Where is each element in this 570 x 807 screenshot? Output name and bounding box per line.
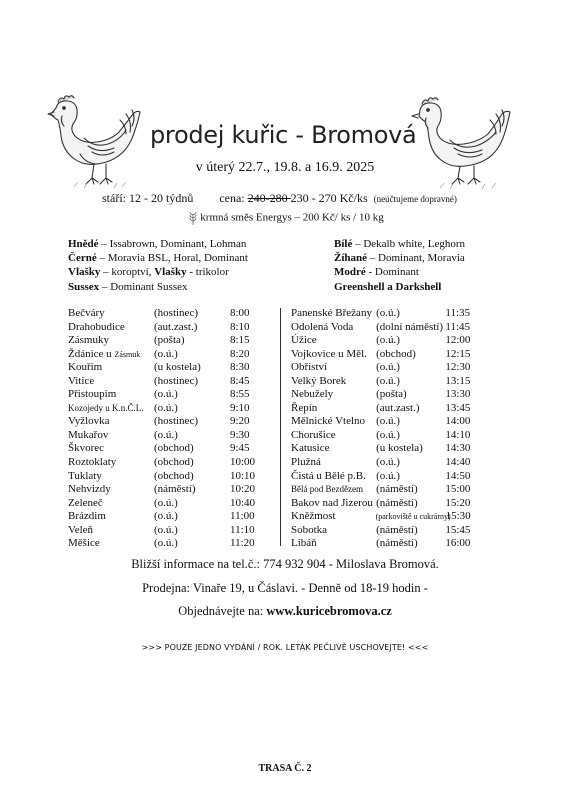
breed-desc: - trikolor [186, 266, 229, 279]
breed-name: Hnědé [68, 238, 99, 250]
stop-spot: (o.ú.) [154, 537, 178, 550]
stop-spot: (o.ú.) [376, 415, 400, 428]
breeds-left-list [68, 237, 248, 294]
breed-line [334, 280, 465, 294]
stop-spot: (pošta) [154, 334, 185, 347]
breed-line [68, 237, 248, 251]
stop-spot: (u kostela) [376, 442, 423, 455]
stop-place-suffix: Zásmuk [114, 349, 141, 359]
stop-time: 10:20 [230, 483, 256, 496]
stop-place [291, 456, 376, 470]
schedule-left-table [68, 307, 286, 551]
stop-place [68, 429, 154, 443]
new-price: 230 - 270 Kč/ks [290, 191, 368, 205]
table-row [68, 321, 286, 335]
stop-place-name: Vojkovice u Měl. [291, 347, 367, 360]
stop-place [68, 470, 154, 484]
stop-place [68, 483, 154, 497]
stop-time: 9:30 [230, 428, 250, 441]
age-price-row [102, 191, 457, 206]
stop-place-name: Nehvizdy [68, 483, 111, 496]
stop-time: 15:00 [445, 483, 471, 496]
table-row [68, 375, 286, 389]
table-row [68, 442, 286, 456]
breed-desc: - Dominant [365, 266, 419, 279]
stop-place [68, 388, 154, 402]
stop-place [291, 307, 376, 321]
stop-place-name: Nebužely [291, 388, 334, 401]
stop-spot: (aut.zast.) [376, 401, 420, 414]
stop-place [291, 375, 376, 389]
stop-place [68, 348, 154, 362]
stop-spot: (o.ú.) [376, 361, 400, 374]
table-row [291, 415, 481, 429]
breed-line [334, 237, 465, 251]
stop-time: 8:30 [230, 361, 250, 374]
stop-spot: (o.ú.) [154, 401, 178, 414]
stop-place [291, 402, 376, 416]
stop-time: 13:30 [445, 388, 471, 401]
table-row [291, 321, 481, 335]
stop-place-name: Obříství [291, 361, 328, 374]
column-divider [280, 308, 281, 546]
table-row [291, 483, 481, 497]
stop-spot: (o.ú.) [154, 347, 178, 360]
order-url[interactable]: www.kuricebromova.cz [266, 604, 392, 618]
table-row [291, 402, 481, 416]
stop-time: 14:30 [445, 442, 471, 455]
stop-spot: (dolní náměstí) [376, 320, 444, 333]
order-label: Objednávejte na: [178, 604, 267, 618]
breed-desc: – Dekalb white, Leghorn [352, 238, 466, 250]
stop-place-name: Kouřim [68, 361, 103, 374]
stop-spot: (obchod) [154, 469, 194, 482]
table-row [291, 442, 481, 456]
stop-place-name: Vitice [68, 374, 95, 387]
stop-place [291, 510, 376, 524]
stop-place [291, 429, 376, 443]
stop-place [68, 361, 154, 375]
stop-place [68, 402, 154, 416]
stop-place-name: Kozojedy u K.n.Č.L. [68, 402, 144, 413]
stop-place [291, 334, 376, 348]
stop-time: 14:50 [445, 469, 471, 482]
stop-spot: (hostinec) [154, 374, 198, 387]
stop-place-name: Úžice [291, 334, 317, 347]
notice-text: >>> POUZE JEDNO VYDÁNÍ / ROK. LETÁK PEČLIVĚ USCHOVEJTE! <<< [141, 643, 429, 652]
stop-spot: (aut.zast.) [154, 320, 198, 333]
table-row [68, 537, 286, 551]
stop-time: 8:00 [230, 307, 250, 319]
breed-line [68, 251, 248, 265]
stop-place-name: Bělá pod Bezdězem [291, 484, 363, 495]
price-note: (neúčtujeme dopravné) [373, 194, 457, 204]
stop-place [291, 348, 376, 362]
stop-spot: (o.ú.) [154, 496, 178, 509]
table-row [291, 510, 481, 524]
stop-spot: (náměstí) [376, 537, 418, 550]
table-row [291, 307, 481, 321]
schedule-right-table [291, 307, 481, 551]
stop-time: 8:20 [230, 347, 250, 360]
breed-desc: – Dominant, Moravia [367, 252, 465, 265]
table-row [291, 497, 481, 511]
stop-time: 11:35 [445, 307, 471, 319]
order-info [0, 604, 570, 619]
breed-desc: – Moravia BSL, Horal, Dominant [96, 252, 248, 265]
stop-spot: (o.ú.) [376, 334, 400, 347]
age-text: stáří: 12 - 20 týdnů [102, 191, 194, 205]
stop-time: 15:20 [445, 496, 471, 509]
stop-time: 9:45 [230, 442, 250, 455]
breed-name: Černé [68, 252, 97, 265]
stop-spot: (o.ú.) [376, 456, 400, 469]
stop-place [291, 470, 376, 484]
stop-place-name: Katusice [291, 442, 330, 455]
stop-place [291, 524, 376, 538]
table-row [291, 375, 481, 389]
table-row [68, 402, 286, 416]
stop-time: 11:10 [230, 523, 255, 536]
stop-place [291, 321, 376, 335]
breed-line [334, 251, 465, 265]
breed-name: Žíhané [334, 252, 368, 265]
stop-place-name: Čistá u Bělé p.B. [291, 469, 366, 482]
stop-time: 8:10 [230, 320, 250, 333]
table-row [291, 348, 481, 362]
stop-time: 12:15 [445, 347, 471, 360]
stop-time: 12:00 [445, 334, 471, 347]
breed-name: Sussex [68, 280, 100, 293]
stop-time: 11:00 [230, 510, 255, 523]
table-row [291, 456, 481, 470]
breed-line [68, 265, 248, 279]
table-row [68, 524, 286, 538]
stop-place [68, 334, 154, 348]
stop-spot: (náměstí) [376, 496, 418, 509]
stop-spot: (náměstí) [376, 483, 418, 496]
title-prefix: prodej kuřic - [150, 121, 312, 149]
stop-spot: (obchod) [154, 456, 194, 469]
table-row [68, 470, 286, 484]
stop-spot: (u kostela) [154, 361, 201, 374]
stop-spot: (o.ú.) [376, 428, 400, 441]
stop-place-name: Zeleneč [68, 496, 103, 509]
table-row [291, 524, 481, 538]
wheat-icon [189, 211, 197, 225]
stop-spot: (o.ú.) [154, 523, 178, 536]
stop-spot: (o.ú.) [154, 428, 178, 441]
stop-time: 14:10 [445, 428, 471, 441]
stop-place-name: Měšice [68, 537, 100, 550]
stop-place [68, 524, 154, 538]
stop-time: 10:40 [230, 496, 256, 509]
stop-time: 8:45 [230, 374, 250, 387]
breed-line [68, 280, 248, 294]
stop-time: 15:45 [445, 523, 471, 536]
stop-place [291, 497, 376, 511]
stop-time: 8:55 [230, 388, 250, 401]
stop-place [68, 537, 154, 551]
stop-place [68, 415, 154, 429]
stop-time: 11:45 [445, 320, 471, 333]
breed-name: Vlašky [68, 266, 101, 279]
stop-place-name: Velký Borek [291, 374, 347, 387]
stop-place-name: Roztoklaty [68, 456, 117, 469]
table-row [68, 510, 286, 524]
table-row [68, 348, 286, 362]
table-row [68, 497, 286, 511]
stop-time: 9:20 [230, 415, 250, 428]
breed-desc: – koroptví, [100, 266, 155, 279]
stop-place [68, 497, 154, 511]
stop-place-name: Řepín [291, 401, 318, 414]
stop-spot: (hostinec) [154, 415, 198, 428]
stop-place [68, 321, 154, 335]
stop-spot: (náměstí) [154, 483, 196, 496]
table-row [68, 388, 286, 402]
stop-place [68, 375, 154, 389]
stop-place [68, 442, 154, 456]
stop-time: 10:10 [230, 469, 256, 482]
feed-text: krmná směs Energys – 200 Kč/ ks / 10 kg [200, 211, 384, 224]
stop-spot: (obchod) [154, 442, 194, 455]
stop-place-name: Kněžmost [291, 510, 336, 523]
stop-place-name: Mukařov [68, 428, 109, 441]
shop-info: Prodejna: Vinaře 19, u Čáslavi. - Denně od 18-19 hodin - [142, 581, 428, 595]
feed-row [0, 211, 570, 225]
stop-place [68, 510, 154, 524]
stop-spot: (o.ú.) [154, 388, 178, 401]
table-row [291, 429, 481, 443]
breed-line [334, 265, 465, 279]
stop-spot: (pošta) [376, 388, 407, 401]
table-row [291, 470, 481, 484]
stop-place [291, 361, 376, 375]
table-row [68, 415, 286, 429]
stop-place-name: Panenské Břežany [291, 307, 372, 319]
table-row [68, 429, 286, 443]
stop-time: 14:40 [445, 456, 471, 469]
stop-time: 13:15 [445, 374, 471, 387]
stop-place-name: Mělnické Vtelno [291, 415, 366, 428]
stop-place-name: Tuklaty [68, 469, 102, 482]
stop-time: 16:00 [445, 537, 471, 550]
stop-place-name: Vyžlovka [68, 415, 110, 428]
stop-place-name: Sobotka [291, 523, 328, 536]
stop-time: 10:00 [230, 456, 256, 469]
table-row [68, 334, 286, 348]
price-label: cena: [219, 191, 248, 205]
stop-place-name: Bakov nad Jizerou [291, 496, 373, 509]
stop-place [291, 537, 376, 551]
title-brand: Bromová [311, 121, 417, 149]
hen-left-icon [44, 92, 152, 192]
table-row [68, 361, 286, 375]
table-row [291, 388, 481, 402]
breed-name: Modré [334, 266, 366, 279]
breed-name: Greenshell a Darkshell [334, 280, 442, 293]
breeds-right-list [334, 237, 465, 294]
stop-place-name: Odolená Voda [291, 320, 354, 333]
table-row [291, 537, 481, 551]
breed-name: Vlašky [154, 266, 187, 279]
stop-time: 9:10 [230, 401, 250, 414]
route-label: TRASA Č. 2 [258, 763, 312, 774]
stop-place-name: Ždánice u [68, 347, 115, 360]
stop-spot: (o.ú.) [376, 469, 400, 482]
stop-place-name: Veleň [68, 523, 94, 536]
stop-place [291, 388, 376, 402]
stop-place-name: Zásmuky [68, 334, 109, 347]
stop-time: 14:00 [445, 415, 471, 428]
stop-place [291, 415, 376, 429]
stop-time: 15:30 [445, 510, 471, 523]
stop-time: 8:15 [230, 334, 250, 347]
contact-info: Bližší informace na tel.č.: 774 932 904 - Miloslava Bromová. [131, 557, 439, 571]
stop-time: 13:45 [445, 401, 471, 414]
stop-place-name: Libáň [291, 537, 317, 550]
stop-spot: (náměstí) [376, 523, 418, 536]
page-title [150, 121, 416, 149]
table-row [68, 483, 286, 497]
stop-place-name: Přistoupim [68, 388, 117, 401]
table-row [291, 334, 481, 348]
stop-place-name: Drahobudice [68, 320, 125, 333]
stop-place [68, 307, 154, 321]
stop-spot: (parkoviště u cukrárny) [375, 512, 451, 522]
stop-place-name: Plužná [291, 456, 321, 469]
stop-time: 11:20 [230, 537, 255, 550]
stop-spot: (o.ú.) [376, 374, 400, 387]
stop-place [291, 442, 376, 456]
stop-place-name: Bečváry [68, 307, 105, 319]
stop-time: 12:30 [445, 361, 471, 374]
stop-spot: (o.ú.) [376, 307, 400, 319]
stop-place-name: Chorušice [291, 428, 336, 441]
stop-place-name: Brázdim [68, 510, 106, 523]
breed-desc: – Dominant Sussex [99, 280, 188, 293]
stop-spot: (o.ú.) [154, 510, 178, 523]
table-row [68, 456, 286, 470]
breed-name: Bílé [334, 238, 353, 250]
table-row [68, 307, 286, 321]
stop-spot: (hostinec) [154, 307, 198, 319]
stop-place-name: Škvorec [68, 442, 105, 455]
breed-desc: – Issabrown, Dominant, Lohman [98, 238, 247, 250]
old-price: 240-280 [247, 191, 291, 205]
stop-place [291, 483, 376, 497]
hen-right-icon [410, 92, 522, 192]
stop-spot: (obchod) [376, 347, 416, 360]
table-row [291, 361, 481, 375]
sale-dates: v úterý 22.7., 19.8. a 16.9. 2025 [195, 160, 375, 175]
stop-place [68, 456, 154, 470]
